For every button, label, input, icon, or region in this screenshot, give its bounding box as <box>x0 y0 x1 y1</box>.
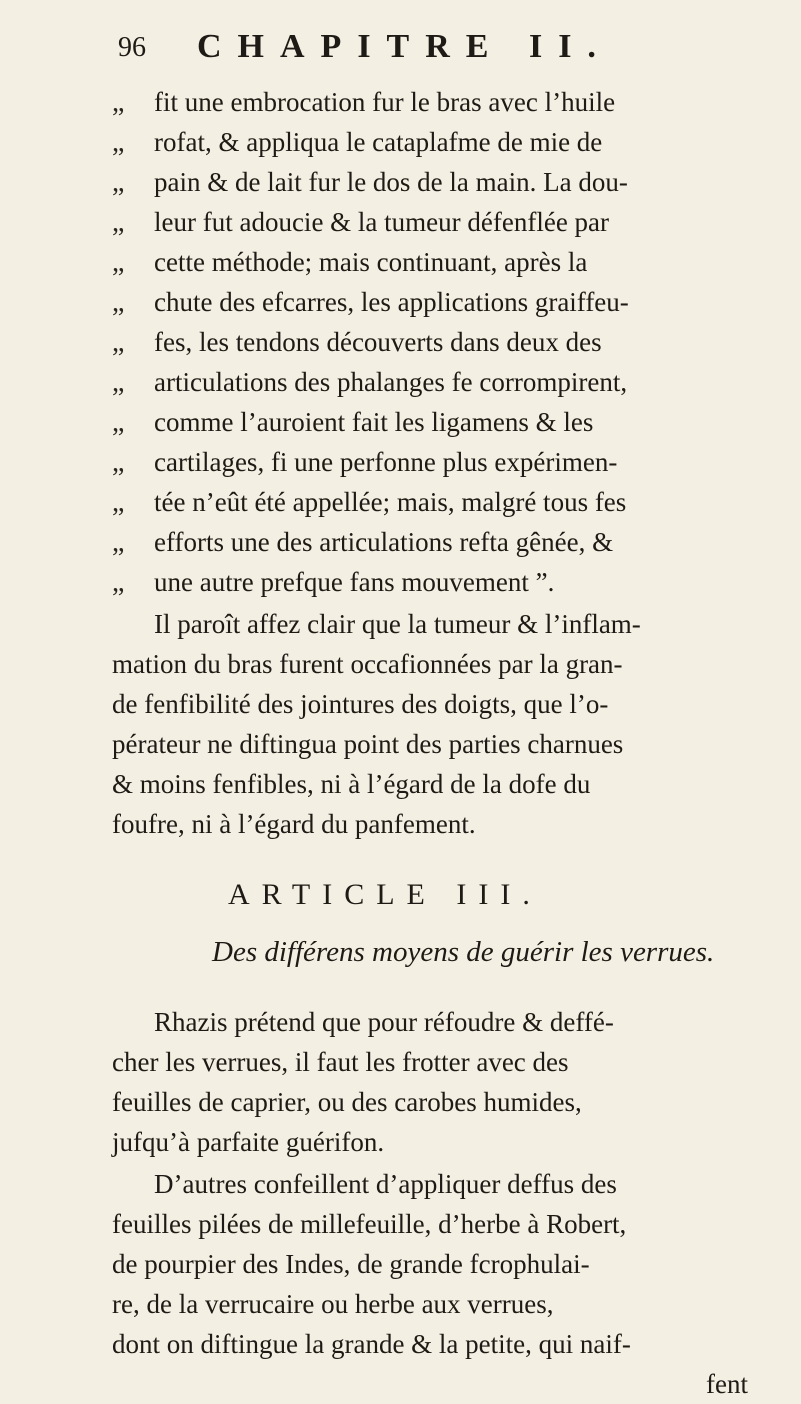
para-line: jufqu’à parfaite guérifon. <box>112 1127 385 1157</box>
quoted-line <box>112 82 762 122</box>
quote-mark: „ <box>112 447 125 478</box>
para-line: cher les verrues, il faut les frotter avec des <box>112 1047 569 1077</box>
para-line: Il paroît affez clair que la tumeur & l’inflam- <box>154 609 641 639</box>
quoted-line <box>112 282 762 322</box>
commentary-paragraph-real <box>112 604 772 844</box>
quote-mark: „ <box>112 527 125 558</box>
para-line: & moins fenfibles, ni à l’égard de la dofe du <box>112 769 591 799</box>
chapter-title: CHAPITRE II. <box>197 28 612 65</box>
catchword: fent <box>706 1369 748 1399</box>
quote-mark: „ <box>112 567 125 598</box>
quote-mark: „ <box>112 167 125 198</box>
article-heading: ARTICLE III. <box>228 878 542 911</box>
quote-mark: „ <box>112 87 125 118</box>
quoted-line <box>112 362 762 402</box>
quote-mark: „ <box>112 367 125 398</box>
remedies-paragraph <box>112 1164 772 1404</box>
line-text: pain & de lait fur le dos de la main. La dou- <box>154 167 628 197</box>
line-text: chute des efcarres, les applications graiffeu- <box>154 287 629 317</box>
quoted-line <box>112 402 762 442</box>
quoted-line <box>112 202 762 242</box>
para-line: feuilles de caprier, ou des carobes humides, <box>112 1087 582 1117</box>
para-line: re, de la verrucaire ou herbe aux verrues, <box>112 1289 554 1319</box>
quote-mark: „ <box>112 407 125 438</box>
quote-mark: „ <box>112 127 125 158</box>
line-text: articulations des phalanges fe corrompirent, <box>154 367 628 397</box>
line-text: fes, les tendons découverts dans deux des <box>154 327 602 357</box>
line-text: cette méthode; mais continuant, après la <box>154 247 588 277</box>
quoted-line <box>112 162 762 202</box>
para-line: feuilles pilées de millefeuille, d’herbe à Robert, <box>112 1209 627 1239</box>
rhazis-paragraph <box>112 1002 772 1162</box>
line-text: une autre prefque fans mouvement ”. <box>154 567 555 597</box>
para-line: Rhazis prétend que pour réfoudre & deffé- <box>154 1007 614 1037</box>
quoted-line <box>112 562 762 602</box>
line-text: fit une embrocation fur le bras avec l’huile <box>154 87 616 117</box>
line-text: rofat, & appliqua le cataplafme de mie de <box>154 127 603 157</box>
line-text: tée n’eût été appellée; mais, malgré tous fes <box>154 487 627 517</box>
line-text: efforts une des articulations refta gênée, & <box>154 527 614 557</box>
quote-mark: „ <box>112 487 125 518</box>
para-line: dont on diftingue la grande & la petite, qui naif- <box>112 1329 631 1359</box>
para-line: foufre, ni à l’égard du panfement. <box>112 809 476 839</box>
section-subtitle: Des différens moyens de guérir les verrues. <box>212 936 715 968</box>
quoted-line <box>112 242 762 282</box>
quote-mark: „ <box>112 247 125 278</box>
quoted-line <box>112 442 762 482</box>
line-text: cartilages, fi une perfonne plus expérimen- <box>154 447 618 477</box>
line-text: comme l’auroient fait les ligamens & les <box>154 407 594 437</box>
para-line: D’autres confeillent d’appliquer deffus des <box>154 1169 617 1199</box>
para-line: de fenfibilité des jointures des doigts, que l’o- <box>112 689 609 719</box>
para-line: mation du bras furent occafionnées par la gran- <box>112 649 623 679</box>
quoted-line <box>112 482 762 522</box>
quoted-line <box>112 122 762 162</box>
running-head <box>118 28 738 68</box>
quoted-line <box>112 322 762 362</box>
quote-mark: „ <box>112 207 125 238</box>
page-number: 96 <box>118 32 146 63</box>
quoted-line <box>112 522 762 562</box>
line-text: leur fut adoucie & la tumeur défenflée par <box>154 207 610 237</box>
quote-mark: „ <box>112 287 125 318</box>
quote-mark: „ <box>112 327 125 358</box>
para-line: de pourpier des Indes, de grande fcrophulai- <box>112 1249 590 1279</box>
quoted-passage <box>112 82 762 602</box>
para-line: pérateur ne diftingua point des parties charnues <box>112 729 624 759</box>
